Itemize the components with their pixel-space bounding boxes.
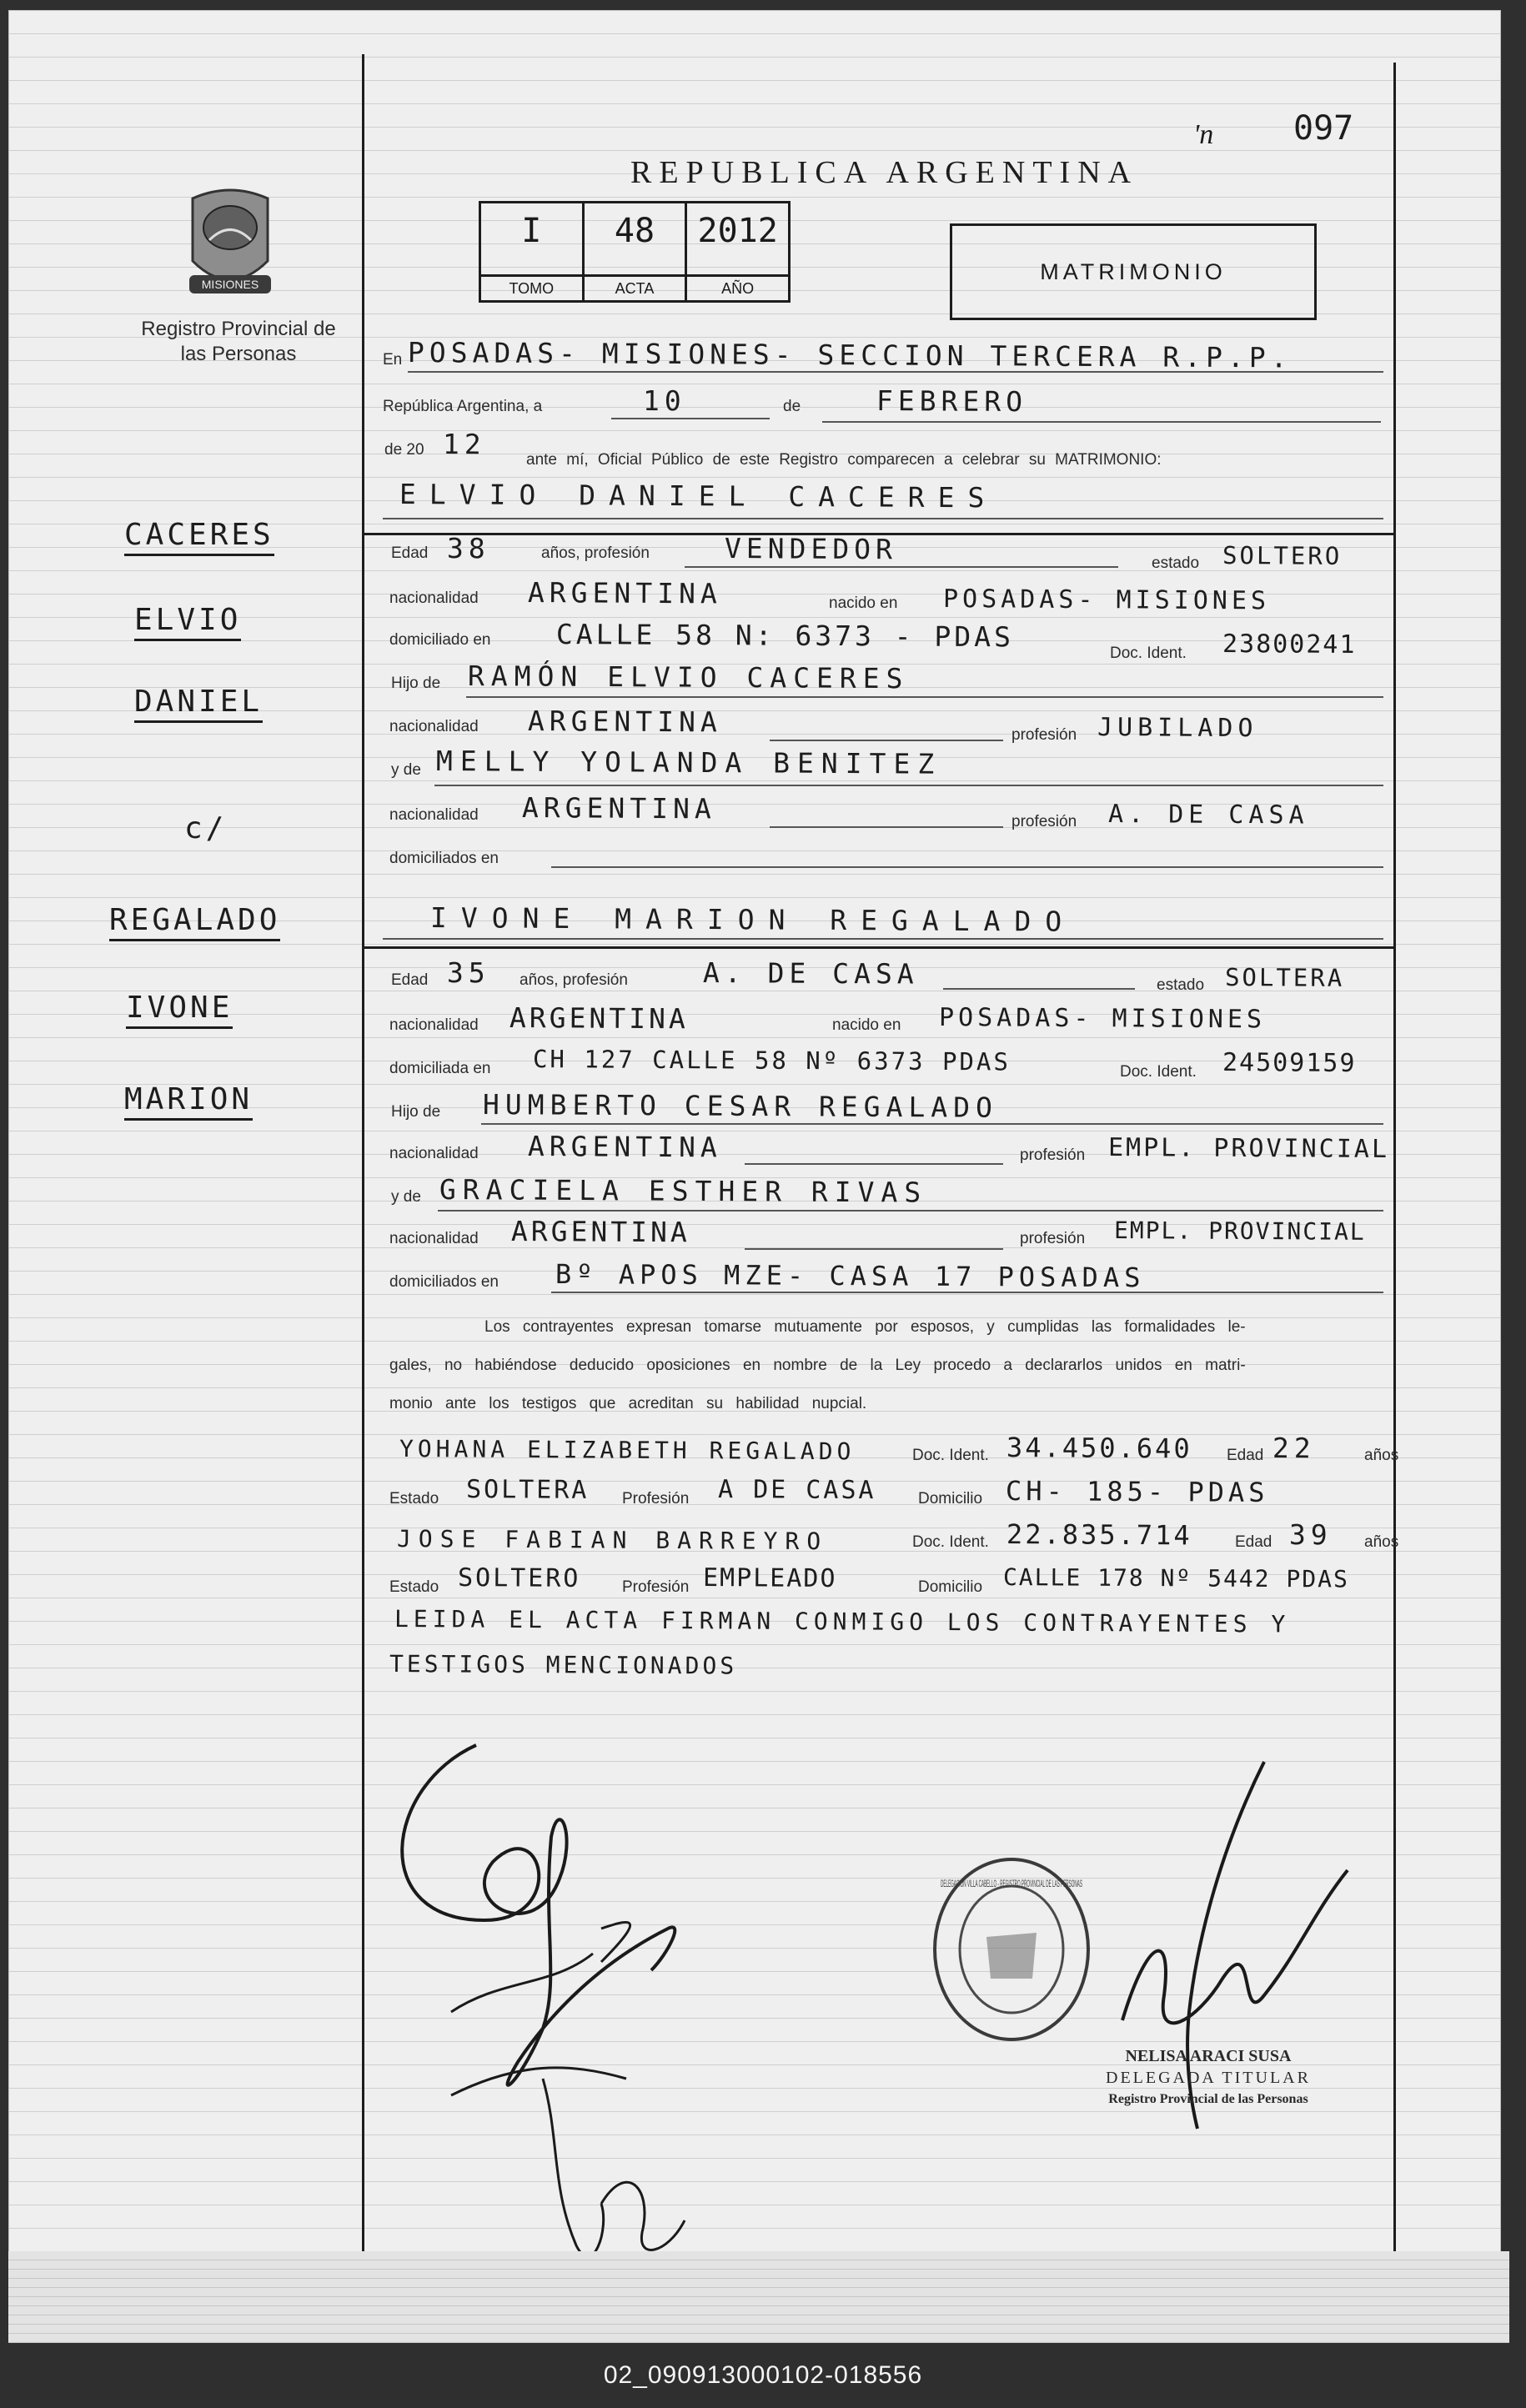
bride-parents-address: Bº APOS MZE- CASA 17 POSADAS bbox=[555, 1258, 1146, 1294]
bride-civil-status: SOLTERA bbox=[1224, 963, 1345, 992]
official-office: Registro Provincial de las Personas bbox=[1108, 2092, 1308, 2106]
tomo-value: I bbox=[521, 212, 542, 250]
witness1-name: YOHANA ELIZABETH REGALADO bbox=[399, 1435, 856, 1466]
bride-edad-label: Edad bbox=[391, 971, 429, 989]
margin-groom-name1: ELVIO bbox=[134, 603, 241, 641]
witness1-anos-label: años bbox=[1364, 1447, 1399, 1464]
groom-mother-nationality: ARGENTINA bbox=[521, 791, 716, 825]
bride-mother-line bbox=[438, 1210, 1383, 1212]
official-name: NELISA ARACI SUSA bbox=[1125, 2047, 1292, 2065]
bride-profession: A. DE CASA bbox=[702, 956, 919, 991]
bride-mother: GRACIELA ESTHER RIVAS bbox=[439, 1173, 928, 1209]
witness2-age: 39 bbox=[1288, 1518, 1333, 1552]
republica-label: República Argentina, a bbox=[383, 398, 543, 415]
bride-nacionalidad-label: nacionalidad bbox=[389, 1016, 479, 1034]
groom-doc-label: Doc. Ident. bbox=[1110, 645, 1187, 662]
de-label: de bbox=[783, 398, 801, 415]
witness2-name: JOSE FABIAN BARREYRO bbox=[396, 1525, 829, 1556]
bride-y-de-label: y de bbox=[391, 1188, 421, 1206]
groom-name-line bbox=[383, 518, 1383, 519]
groom-age: 38 bbox=[446, 532, 490, 565]
groom-father-profession: JUBILADO bbox=[1097, 713, 1258, 744]
witness1-edad-label: Edad bbox=[1227, 1447, 1264, 1464]
groom-father-nat-label: nacionalidad bbox=[389, 718, 479, 735]
witness2-status: SOLTERO bbox=[457, 1563, 581, 1593]
bride-parents-address-line bbox=[551, 1292, 1383, 1293]
bride-mother-profession: EMPL. PROVINCIAL bbox=[1113, 1217, 1366, 1246]
groom-father-nat-line bbox=[770, 740, 1003, 741]
bride-age: 35 bbox=[446, 956, 490, 990]
witness1-estado-label: Estado bbox=[389, 1490, 439, 1508]
day-line bbox=[611, 418, 770, 419]
groom-profession-line bbox=[685, 566, 1118, 568]
bride-profession-line bbox=[943, 988, 1135, 990]
witness2-profession: EMPLEADO bbox=[702, 1563, 837, 1593]
groom-address: CALLE 58 N: 6373 - PDAS bbox=[555, 618, 1015, 654]
ante-mi-text: ante mí, Oficial Público de este Registro comparecen a celebrar su MATRIMONIO: bbox=[526, 451, 1162, 469]
witness2-anos-label: años bbox=[1364, 1533, 1399, 1551]
bride-full-name: IVONE MARION REGALADO bbox=[429, 901, 1077, 938]
groom-father-nationality: ARGENTINA bbox=[527, 705, 722, 739]
page-number: 097 bbox=[1293, 109, 1354, 148]
bride-mother-nat-label: nacionalidad bbox=[389, 1230, 479, 1247]
place-value: POSADAS- MISIONES- SECCION TERCERA R.P.P. bbox=[407, 336, 1293, 374]
witness2-address: CALLE 178 Nº 5442 PDAS bbox=[1002, 1563, 1349, 1593]
bride-name-line bbox=[383, 938, 1383, 940]
groom-father-prof-label: profesión bbox=[1011, 726, 1077, 744]
tomo-acta-table bbox=[479, 201, 791, 303]
right-margin-rule bbox=[1393, 63, 1396, 2255]
month-value: FEBRERO bbox=[876, 384, 1028, 419]
closing-line2: TESTIGOS MENCIONADOS bbox=[389, 1650, 738, 1680]
groom-doc-number: 23800241 bbox=[1222, 630, 1357, 660]
margin-bride-name2: MARION bbox=[124, 1082, 253, 1121]
bride-father-profession: EMPL. PROVINCIAL bbox=[1107, 1133, 1390, 1165]
groom-mother-profession: A. DE CASA bbox=[1107, 800, 1309, 830]
image-caption: 02_090913000102-018556 bbox=[603, 2361, 923, 2389]
year-prefix: de 20 bbox=[384, 441, 424, 459]
declaration-line3: monio ante los testigos que acreditan su habilidad nupcial. bbox=[389, 1395, 867, 1412]
groom-parents-address-line bbox=[551, 866, 1383, 868]
bride-estado-label: estado bbox=[1157, 976, 1205, 994]
bride-nacido-label: nacido en bbox=[832, 1016, 901, 1034]
bride-father-nat-line bbox=[745, 1163, 1003, 1165]
declaration-line2: gales, no habiéndose deducido oposiciones en nombre de la Ley procedo a declararlos unidos en matri- bbox=[389, 1357, 1246, 1374]
bride-hijo-label: Hijo de bbox=[391, 1103, 441, 1121]
bride-anos-label: años, profesión bbox=[520, 971, 628, 989]
groom-birthplace: POSADAS- MISIONES bbox=[942, 584, 1271, 616]
margin-groom-surname: CACERES bbox=[124, 518, 274, 556]
acta-page bbox=[8, 10, 1501, 2268]
bride-father-nat-label: nacionalidad bbox=[389, 1145, 479, 1162]
registro-label: Registro Provincial de las Personas bbox=[141, 318, 336, 365]
groom-mother-nat-line bbox=[770, 826, 1003, 828]
bride-birthplace: POSADAS- MISIONES bbox=[938, 1003, 1267, 1035]
groom-anos-label: años, profesión bbox=[541, 544, 650, 562]
groom-y-de-label: y de bbox=[391, 761, 421, 779]
underlying-pages-edge bbox=[8, 2251, 1509, 2343]
witness1-domicilio-label: Domicilio bbox=[918, 1490, 983, 1508]
groom-father-line bbox=[466, 696, 1383, 698]
groom-nacido-label: nacido en bbox=[829, 594, 898, 612]
witness1-profession: A DE CASA bbox=[717, 1475, 876, 1506]
witness1-doc: 34.450.640 bbox=[1006, 1432, 1192, 1465]
groom-mother-prof-label: profesión bbox=[1011, 813, 1077, 830]
place-line bbox=[408, 371, 1383, 373]
margin-bride-name1: IVONE bbox=[126, 991, 233, 1029]
witness2-doc: 22.835.714 bbox=[1006, 1518, 1192, 1552]
witness1-doc-label: Doc. Ident. bbox=[912, 1447, 989, 1464]
acta-cell bbox=[585, 203, 688, 300]
groom-full-name: ELVIO DANIEL CACERES bbox=[399, 478, 998, 514]
official-title: DELEGADA TITULAR bbox=[1106, 2069, 1311, 2087]
bride-doc-label: Doc. Ident. bbox=[1120, 1063, 1197, 1081]
closing-line1: LEIDA EL ACTA FIRMAN CONMIGO LOS CONTRAYENTES Y bbox=[394, 1605, 1291, 1638]
year-suffix: 12 bbox=[442, 428, 486, 461]
witness2-estado-label: Estado bbox=[389, 1578, 439, 1596]
svg-text:DELEGACION VILLA CABELLO - REG: DELEGACION VILLA CABELLO - REGISTRO PROVINCIAL DE LAS PERSONAS bbox=[941, 1878, 1082, 1889]
groom-estado-label: estado bbox=[1152, 554, 1200, 572]
groom-edad-label: Edad bbox=[391, 544, 429, 562]
groom-hijo-label: Hijo de bbox=[391, 675, 441, 692]
groom-father: RAMÓN ELVIO CACERES bbox=[467, 660, 910, 695]
witness1-profesion-label: Profesión bbox=[622, 1490, 690, 1508]
groom-profession: VENDEDOR bbox=[724, 532, 898, 566]
bride-nationality: ARGENTINA bbox=[509, 1001, 689, 1036]
svg-text:MISIONES: MISIONES bbox=[201, 278, 259, 291]
bride-father: HUMBERTO CESAR REGALADO bbox=[482, 1088, 999, 1124]
witness2-profesion-label: Profesión bbox=[622, 1578, 690, 1596]
misiones-crest-icon bbox=[176, 182, 284, 307]
witness2-doc-label: Doc. Ident. bbox=[912, 1533, 989, 1551]
bride-section-rule bbox=[362, 946, 1396, 949]
acta-label: ACTA bbox=[585, 274, 685, 300]
groom-mother-line bbox=[434, 785, 1383, 786]
groom-domiciliados-label: domiciliados en bbox=[389, 850, 499, 867]
groom-domiciliado-label: domiciliado en bbox=[389, 631, 491, 649]
month-line bbox=[822, 421, 1381, 423]
anio-cell bbox=[687, 203, 788, 300]
tomo-cell bbox=[481, 203, 585, 300]
page-mark: 'n bbox=[1193, 119, 1214, 150]
anio-label: AÑO bbox=[687, 274, 788, 300]
witness1-age: 22 bbox=[1272, 1432, 1316, 1465]
bride-mother-prof-label: profesión bbox=[1020, 1230, 1086, 1247]
acta-value: 48 bbox=[614, 212, 655, 250]
declaration-line1: Los contrayentes expresan tomarse mutuamente por esposos, y cumplidas las formalidades le- bbox=[484, 1318, 1246, 1336]
witness1-status: SOLTERA bbox=[465, 1475, 590, 1505]
en-label: En bbox=[383, 351, 403, 369]
bride-doc-number: 24509159 bbox=[1222, 1048, 1357, 1078]
republica-title: REPUBLICA ARGENTINA bbox=[630, 155, 1139, 190]
official-stamp bbox=[928, 1854, 1095, 2045]
margin-connector: c/ bbox=[184, 811, 228, 845]
groom-mother: MELLY YOLANDA BENITEZ bbox=[435, 745, 942, 780]
groom-nationality: ARGENTINA bbox=[527, 576, 722, 610]
witness1-address: CH- 185- PDAS bbox=[1005, 1475, 1269, 1508]
bride-mother-nationality: ARGENTINA bbox=[510, 1215, 690, 1249]
bride-address: CH 127 CALLE 58 Nº 6373 PDAS bbox=[532, 1045, 1011, 1076]
witness2-domicilio-label: Domicilio bbox=[918, 1578, 983, 1596]
day-value: 10 bbox=[642, 384, 686, 418]
bride-father-nationality: ARGENTINA bbox=[527, 1130, 722, 1164]
groom-nacionalidad-label: nacionalidad bbox=[389, 589, 479, 607]
bride-domiciliada-label: domiciliada en bbox=[389, 1060, 491, 1077]
official-signature-block bbox=[1106, 2045, 1311, 2110]
bride-domiciliados-label: domiciliados en bbox=[389, 1273, 499, 1291]
margin-bride-surname: REGALADO bbox=[109, 903, 280, 941]
bride-father-line bbox=[481, 1123, 1383, 1125]
groom-civil-status: SOLTERO bbox=[1222, 541, 1343, 570]
acta-type-box: MATRIMONIO bbox=[950, 223, 1317, 320]
anio-value: 2012 bbox=[697, 212, 778, 250]
bride-father-prof-label: profesión bbox=[1020, 1146, 1086, 1164]
groom-mother-nat-label: nacionalidad bbox=[389, 806, 479, 824]
witness2-edad-label: Edad bbox=[1235, 1533, 1273, 1551]
bride-mother-nat-line bbox=[745, 1248, 1003, 1250]
margin-groom-name2: DANIEL bbox=[134, 685, 263, 723]
tomo-label: TOMO bbox=[481, 274, 582, 300]
